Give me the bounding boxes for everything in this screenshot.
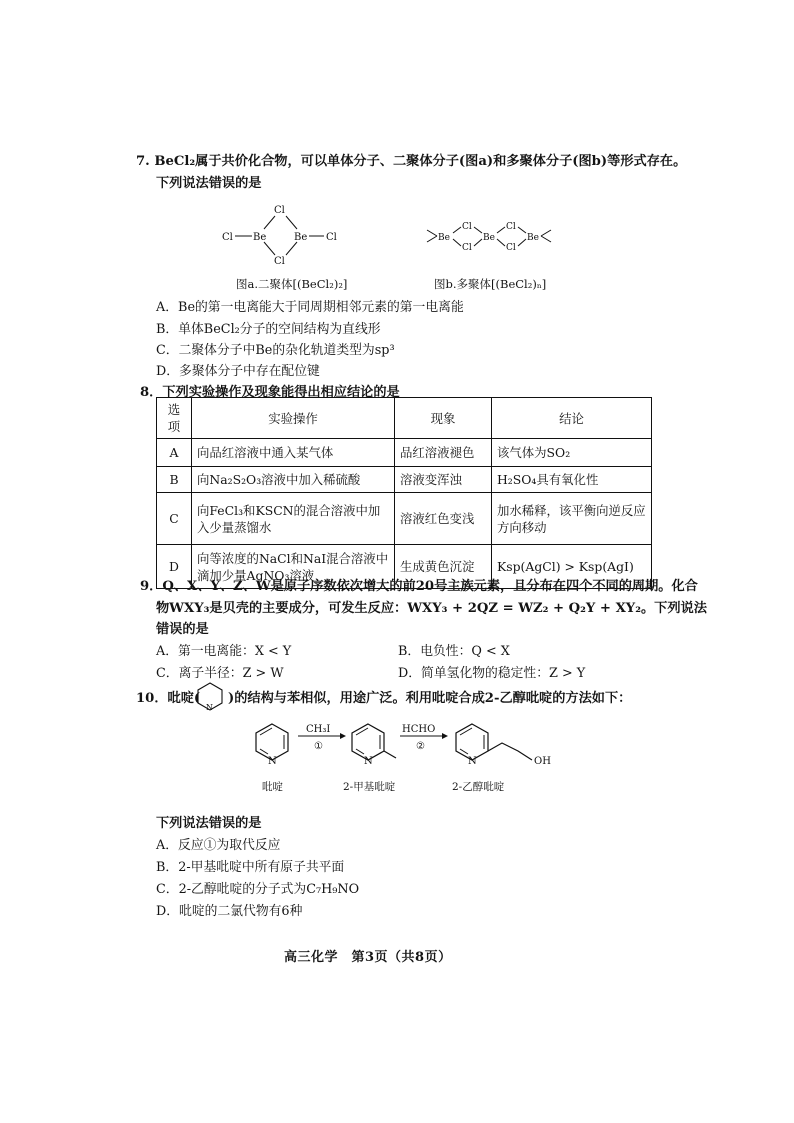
- q10-option-c: C．2-乙醇吡啶的分子式为C₇H₉NO: [156, 882, 360, 897]
- q8-row-c-operation: 向FeCl₃和KSCN的混合溶液中加入少量蒸馏水: [192, 493, 395, 545]
- q9-option-a: A．第一电离能：X < Y: [156, 644, 292, 659]
- dimer-be-right: Be: [294, 232, 308, 243]
- q8-row-b-conclusion: H₂SO₄具有氧化性: [492, 467, 652, 493]
- q7-option-d: D．多聚体分子中存在配位键: [156, 364, 320, 379]
- pyridine-inline-n: N: [206, 703, 213, 712]
- q7-figure-a-dimer: [220, 200, 350, 270]
- q8-header-operation: 实验操作: [192, 398, 395, 439]
- q8-header-option: 选项: [157, 398, 192, 439]
- poly-cl-4: Cl: [506, 243, 516, 253]
- step-1-marker: ①: [314, 741, 323, 752]
- table-row: [157, 439, 652, 467]
- name-ethanolpyridine: 2-乙醇吡啶: [452, 781, 505, 793]
- q8-header-conclusion: 结论: [492, 398, 652, 439]
- q7-figure-b-caption: 图b.多聚体[(BeCl₂)ₙ]: [434, 277, 547, 291]
- ethanolpyridine-structure: [456, 724, 551, 767]
- q7-figure-a-caption: 图a.二聚体[(BeCl₂)₂]: [236, 277, 348, 291]
- q10-stem-start: 10．吡啶(: [136, 691, 201, 706]
- page-footer: 高三化学 第3页（共8页）: [284, 950, 452, 965]
- reagent-ch3i: CH₃I: [306, 724, 331, 735]
- q10-option-d: D．吡啶的二氯代物有6种: [156, 904, 303, 919]
- q7-stem-line2: 下列说法错误的是: [156, 176, 262, 191]
- step-2-marker: ②: [416, 741, 425, 752]
- dimer-cl-left: Cl: [222, 232, 233, 243]
- q8-row-c-conclusion: 加水稀释，该平衡向逆反应方向移动: [492, 493, 652, 545]
- q7-option-a: A．Be的第一电离能大于同周期相邻元素的第一电离能: [156, 300, 464, 315]
- q8-row-a-conclusion: 该气体为SO₂: [492, 439, 652, 467]
- q8-row-c-option: C: [157, 493, 192, 545]
- q8-header-phenomenon: 现象: [395, 398, 492, 439]
- poly-be-1: Be: [438, 233, 450, 243]
- q9-stem-line2: 物WXY₃是贝壳的主要成分，可发生反应：WXY₃ + 2QZ = WZ₂ + Q₂Y + XY₂。下列说法: [156, 601, 707, 616]
- dimer-cl-top: Cl: [274, 205, 285, 216]
- q8-experiment-table: [156, 397, 652, 589]
- q8-row-b-phenomenon: 溶液变浑浊: [395, 467, 492, 493]
- q10-stem-end: )的结构与苯相似，用途广泛。利用吡啶合成2-乙醇吡啶的方法如下：: [228, 691, 632, 706]
- pyridine-structure: [256, 724, 288, 767]
- dimer-cl-right: Cl: [326, 232, 337, 243]
- q7-option-c: C．二聚体分子中Be的杂化轨道类型为sp³: [156, 343, 395, 358]
- poly-be-3: Be: [527, 233, 539, 243]
- q8-row-b-operation: 向Na₂S₂O₃溶液中加入稀硫酸: [192, 467, 395, 493]
- q8-row-d-option: D: [157, 545, 192, 589]
- table-row: [157, 467, 652, 493]
- methylpyridine-n: N: [364, 756, 373, 767]
- q10-prompt: 下列说法错误的是: [156, 816, 262, 831]
- q7-figure-b-polymer: [425, 215, 565, 260]
- q8-row-d-operation: 向等浓度的NaCl和NaI混合溶液中滴加少量AgNO₃溶液: [192, 545, 395, 589]
- dimer-be-left: Be: [253, 232, 267, 243]
- q9-option-c: C．离子半径：Z > W: [156, 666, 284, 681]
- q7-stem-line1: 7. BeCl₂属于共价化合物，可以单体分子、二聚体分子(图a)和多聚体分子(图b)等形式存在。: [136, 154, 687, 169]
- dimer-cl-bottom: Cl: [274, 256, 285, 267]
- q8-row-d-phenomenon: 生成黄色沉淀: [395, 545, 492, 589]
- table-row: [157, 493, 652, 545]
- poly-be-2: Be: [483, 233, 495, 243]
- q8-row-a-option: A: [157, 439, 192, 467]
- pyridine-n: N: [268, 756, 277, 767]
- q8-row-a-phenomenon: 品红溶液褪色: [395, 439, 492, 467]
- q10-option-a: A．反应①为取代反应: [156, 838, 281, 853]
- q9-option-b: B．电负性：Q < X: [398, 644, 510, 659]
- q8-row-c-phenomenon: 溶液红色变浅: [395, 493, 492, 545]
- reagent-hcho: HCHO: [402, 724, 436, 735]
- q9-stem-line1: 9．Q、X、Y、Z、W是原子序数依次增大的前20号主族元素，且分布在四个不同的周期。化合: [140, 579, 698, 594]
- poly-cl-2: Cl: [462, 243, 472, 253]
- ethanolpyridine-oh: OH: [534, 756, 551, 767]
- q9-stem-line3: 错误的是: [156, 622, 209, 637]
- q8-table-header-row: [157, 398, 652, 439]
- q8-row-d-conclusion: Ksp(AgCl) > Ksp(AgI): [492, 545, 652, 589]
- q7-option-b: B．单体BeCl₂分子的空间结构为直线形: [156, 322, 381, 337]
- pyridine-inline-icon: [194, 680, 226, 714]
- q8-row-b-option: B: [157, 467, 192, 493]
- poly-cl-3: Cl: [506, 222, 516, 232]
- poly-cl-1: Cl: [462, 222, 472, 232]
- q8-stem: 8．下列实验操作及现象能得出相应结论的是: [140, 385, 400, 400]
- q8-row-a-operation: 向品红溶液中通入某气体: [192, 439, 395, 467]
- q10-reaction-scheme: [240, 716, 570, 801]
- name-pyridine: 吡啶: [262, 781, 283, 793]
- methylpyridine-structure: [352, 724, 396, 767]
- q10-option-b: B．2-甲基吡啶中所有原子共平面: [156, 860, 345, 875]
- ethanolpyridine-n: N: [468, 756, 477, 767]
- name-methylpyridine: 2-甲基吡啶: [343, 781, 396, 793]
- q9-option-d: D．简单氢化物的稳定性：Z > Y: [398, 666, 586, 681]
